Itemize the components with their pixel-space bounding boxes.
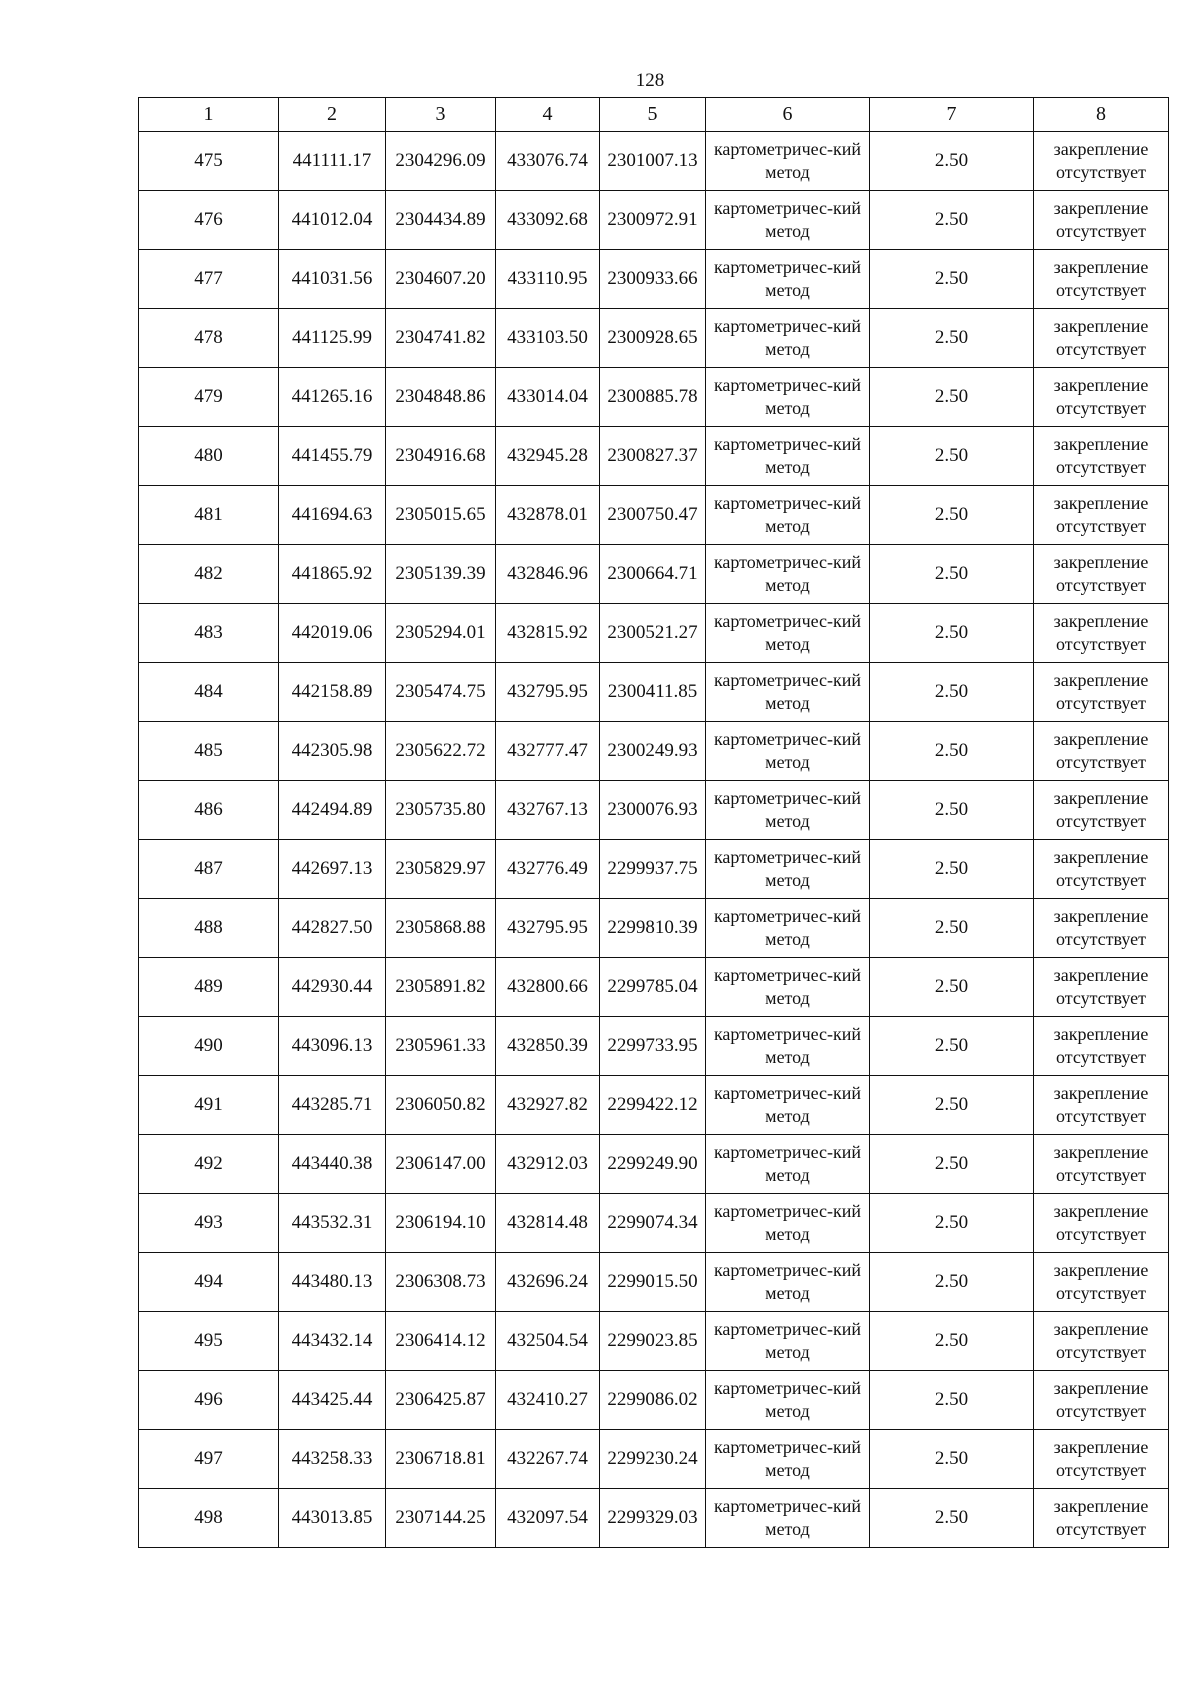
accuracy-cell: 2.50 bbox=[870, 132, 1034, 191]
accuracy-cell: 2.50 bbox=[870, 1076, 1034, 1135]
accuracy-cell: 2.50 bbox=[870, 1194, 1034, 1253]
x-old-cell: 441012.04 bbox=[279, 191, 386, 250]
y-old-cell: 2305891.82 bbox=[386, 958, 496, 1017]
method-cell: картометричес-кий метод bbox=[706, 1430, 870, 1489]
x-new-cell: 432815.92 bbox=[496, 604, 600, 663]
fixing-cell: закрепление отсутствует bbox=[1034, 604, 1169, 663]
fixing-cell: закрепление отсутствует bbox=[1034, 368, 1169, 427]
method-cell: картометричес-кий метод bbox=[706, 250, 870, 309]
x-new-cell: 432795.95 bbox=[496, 899, 600, 958]
accuracy-cell: 2.50 bbox=[870, 604, 1034, 663]
fixing-cell: закрепление отсутствует bbox=[1034, 309, 1169, 368]
x-new-cell: 433014.04 bbox=[496, 368, 600, 427]
x-new-cell: 432767.13 bbox=[496, 781, 600, 840]
table-row bbox=[139, 1371, 1169, 1430]
y-new-cell: 2300972.91 bbox=[600, 191, 706, 250]
table-row bbox=[139, 781, 1169, 840]
y-old-cell: 2305294.01 bbox=[386, 604, 496, 663]
accuracy-cell: 2.50 bbox=[870, 1135, 1034, 1194]
y-new-cell: 2300521.27 bbox=[600, 604, 706, 663]
method-cell: картометричес-кий метод bbox=[706, 132, 870, 191]
method-cell: картометричес-кий метод bbox=[706, 899, 870, 958]
column-header: 8 bbox=[1034, 98, 1169, 132]
accuracy-cell: 2.50 bbox=[870, 1371, 1034, 1430]
fixing-cell: закрепление отсутствует bbox=[1034, 722, 1169, 781]
y-new-cell: 2299810.39 bbox=[600, 899, 706, 958]
x-new-cell: 432878.01 bbox=[496, 486, 600, 545]
method-cell: картометричес-кий метод bbox=[706, 191, 870, 250]
y-old-cell: 2305139.39 bbox=[386, 545, 496, 604]
point-number-cell: 484 bbox=[139, 663, 279, 722]
x-new-cell: 433110.95 bbox=[496, 250, 600, 309]
table-row bbox=[139, 1017, 1169, 1076]
table-row bbox=[139, 722, 1169, 781]
table-row bbox=[139, 132, 1169, 191]
accuracy-cell: 2.50 bbox=[870, 722, 1034, 781]
table-row bbox=[139, 840, 1169, 899]
x-old-cell: 443440.38 bbox=[279, 1135, 386, 1194]
x-old-cell: 441111.17 bbox=[279, 132, 386, 191]
table-row bbox=[139, 545, 1169, 604]
y-old-cell: 2305474.75 bbox=[386, 663, 496, 722]
y-new-cell: 2299733.95 bbox=[600, 1017, 706, 1076]
x-new-cell: 432927.82 bbox=[496, 1076, 600, 1135]
y-new-cell: 2299086.02 bbox=[600, 1371, 706, 1430]
x-old-cell: 443096.13 bbox=[279, 1017, 386, 1076]
point-number-cell: 491 bbox=[139, 1076, 279, 1135]
fixing-cell: закрепление отсутствует bbox=[1034, 1076, 1169, 1135]
fixing-cell: закрепление отсутствует bbox=[1034, 663, 1169, 722]
x-new-cell: 432696.24 bbox=[496, 1253, 600, 1312]
x-old-cell: 441265.16 bbox=[279, 368, 386, 427]
x-old-cell: 441865.92 bbox=[279, 545, 386, 604]
column-header: 4 bbox=[496, 98, 600, 132]
y-old-cell: 2307144.25 bbox=[386, 1489, 496, 1548]
method-cell: картометричес-кий метод bbox=[706, 663, 870, 722]
point-number-cell: 485 bbox=[139, 722, 279, 781]
y-new-cell: 2299422.12 bbox=[600, 1076, 706, 1135]
x-new-cell: 432776.49 bbox=[496, 840, 600, 899]
table-row bbox=[139, 309, 1169, 368]
method-cell: картометричес-кий метод bbox=[706, 840, 870, 899]
x-new-cell: 432097.54 bbox=[496, 1489, 600, 1548]
accuracy-cell: 2.50 bbox=[870, 781, 1034, 840]
y-new-cell: 2299015.50 bbox=[600, 1253, 706, 1312]
accuracy-cell: 2.50 bbox=[870, 427, 1034, 486]
fixing-cell: закрепление отсутствует bbox=[1034, 840, 1169, 899]
y-new-cell: 2300885.78 bbox=[600, 368, 706, 427]
method-cell: картометричес-кий метод bbox=[706, 1076, 870, 1135]
fixing-cell: закрепление отсутствует bbox=[1034, 1194, 1169, 1253]
fixing-cell: закрепление отсутствует bbox=[1034, 1312, 1169, 1371]
table-row bbox=[139, 899, 1169, 958]
y-old-cell: 2304916.68 bbox=[386, 427, 496, 486]
table-row bbox=[139, 1430, 1169, 1489]
x-new-cell: 432850.39 bbox=[496, 1017, 600, 1076]
table-row bbox=[139, 250, 1169, 309]
x-new-cell: 432410.27 bbox=[496, 1371, 600, 1430]
fixing-cell: закрепление отсутствует bbox=[1034, 427, 1169, 486]
x-old-cell: 442305.98 bbox=[279, 722, 386, 781]
x-old-cell: 442494.89 bbox=[279, 781, 386, 840]
y-new-cell: 2299023.85 bbox=[600, 1312, 706, 1371]
method-cell: картометричес-кий метод bbox=[706, 1017, 870, 1076]
x-new-cell: 432795.95 bbox=[496, 663, 600, 722]
accuracy-cell: 2.50 bbox=[870, 368, 1034, 427]
column-header: 6 bbox=[706, 98, 870, 132]
point-number-cell: 475 bbox=[139, 132, 279, 191]
method-cell: картометричес-кий метод bbox=[706, 1371, 870, 1430]
fixing-cell: закрепление отсутствует bbox=[1034, 1017, 1169, 1076]
x-new-cell: 432800.66 bbox=[496, 958, 600, 1017]
point-number-cell: 487 bbox=[139, 840, 279, 899]
x-old-cell: 442827.50 bbox=[279, 899, 386, 958]
x-old-cell: 443480.13 bbox=[279, 1253, 386, 1312]
fixing-cell: закрепление отсутствует bbox=[1034, 191, 1169, 250]
accuracy-cell: 2.50 bbox=[870, 1253, 1034, 1312]
x-old-cell: 442697.13 bbox=[279, 840, 386, 899]
method-cell: картометричес-кий метод bbox=[706, 722, 870, 781]
table-header-row bbox=[139, 98, 1169, 132]
accuracy-cell: 2.50 bbox=[870, 1017, 1034, 1076]
fixing-cell: закрепление отсутствует bbox=[1034, 1135, 1169, 1194]
y-old-cell: 2305829.97 bbox=[386, 840, 496, 899]
table-row bbox=[139, 368, 1169, 427]
accuracy-cell: 2.50 bbox=[870, 840, 1034, 899]
x-old-cell: 441694.63 bbox=[279, 486, 386, 545]
x-old-cell: 442158.89 bbox=[279, 663, 386, 722]
point-number-cell: 495 bbox=[139, 1312, 279, 1371]
x-old-cell: 443013.85 bbox=[279, 1489, 386, 1548]
method-cell: картометричес-кий метод bbox=[706, 486, 870, 545]
table-row bbox=[139, 663, 1169, 722]
x-old-cell: 443425.44 bbox=[279, 1371, 386, 1430]
y-new-cell: 2299230.24 bbox=[600, 1430, 706, 1489]
y-old-cell: 2304296.09 bbox=[386, 132, 496, 191]
table-row bbox=[139, 191, 1169, 250]
column-header: 7 bbox=[870, 98, 1034, 132]
method-cell: картометричес-кий метод bbox=[706, 1135, 870, 1194]
column-header: 3 bbox=[386, 98, 496, 132]
accuracy-cell: 2.50 bbox=[870, 958, 1034, 1017]
y-old-cell: 2306308.73 bbox=[386, 1253, 496, 1312]
x-new-cell: 432267.74 bbox=[496, 1430, 600, 1489]
y-old-cell: 2305735.80 bbox=[386, 781, 496, 840]
point-number-cell: 490 bbox=[139, 1017, 279, 1076]
point-number-cell: 496 bbox=[139, 1371, 279, 1430]
x-new-cell: 433092.68 bbox=[496, 191, 600, 250]
y-new-cell: 2299249.90 bbox=[600, 1135, 706, 1194]
point-number-cell: 483 bbox=[139, 604, 279, 663]
x-new-cell: 432945.28 bbox=[496, 427, 600, 486]
fixing-cell: закрепление отсутствует bbox=[1034, 1371, 1169, 1430]
y-old-cell: 2306194.10 bbox=[386, 1194, 496, 1253]
point-number-cell: 498 bbox=[139, 1489, 279, 1548]
x-old-cell: 443258.33 bbox=[279, 1430, 386, 1489]
method-cell: картометричес-кий метод bbox=[706, 1253, 870, 1312]
x-new-cell: 432777.47 bbox=[496, 722, 600, 781]
method-cell: картометричес-кий метод bbox=[706, 1194, 870, 1253]
y-new-cell: 2300750.47 bbox=[600, 486, 706, 545]
accuracy-cell: 2.50 bbox=[870, 1312, 1034, 1371]
point-number-cell: 493 bbox=[139, 1194, 279, 1253]
y-old-cell: 2306718.81 bbox=[386, 1430, 496, 1489]
method-cell: картометричес-кий метод bbox=[706, 368, 870, 427]
y-new-cell: 2300411.85 bbox=[600, 663, 706, 722]
y-old-cell: 2306414.12 bbox=[386, 1312, 496, 1371]
y-new-cell: 2300664.71 bbox=[600, 545, 706, 604]
y-old-cell: 2306050.82 bbox=[386, 1076, 496, 1135]
method-cell: картометричес-кий метод bbox=[706, 427, 870, 486]
y-new-cell: 2299785.04 bbox=[600, 958, 706, 1017]
y-old-cell: 2305961.33 bbox=[386, 1017, 496, 1076]
x-old-cell: 443432.14 bbox=[279, 1312, 386, 1371]
method-cell: картометричес-кий метод bbox=[706, 545, 870, 604]
y-new-cell: 2299937.75 bbox=[600, 840, 706, 899]
table-row bbox=[139, 427, 1169, 486]
fixing-cell: закрепление отсутствует bbox=[1034, 958, 1169, 1017]
point-number-cell: 481 bbox=[139, 486, 279, 545]
accuracy-cell: 2.50 bbox=[870, 1430, 1034, 1489]
x-old-cell: 441125.99 bbox=[279, 309, 386, 368]
accuracy-cell: 2.50 bbox=[870, 191, 1034, 250]
x-new-cell: 432912.03 bbox=[496, 1135, 600, 1194]
x-old-cell: 443532.31 bbox=[279, 1194, 386, 1253]
point-number-cell: 486 bbox=[139, 781, 279, 840]
table-row bbox=[139, 1489, 1169, 1548]
point-number-cell: 482 bbox=[139, 545, 279, 604]
table-row bbox=[139, 1312, 1169, 1371]
accuracy-cell: 2.50 bbox=[870, 1489, 1034, 1548]
y-new-cell: 2300928.65 bbox=[600, 309, 706, 368]
x-old-cell: 442930.44 bbox=[279, 958, 386, 1017]
accuracy-cell: 2.50 bbox=[870, 486, 1034, 545]
method-cell: картометричес-кий метод bbox=[706, 781, 870, 840]
y-new-cell: 2299329.03 bbox=[600, 1489, 706, 1548]
column-header: 1 bbox=[139, 98, 279, 132]
point-number-cell: 492 bbox=[139, 1135, 279, 1194]
x-new-cell: 433076.74 bbox=[496, 132, 600, 191]
y-new-cell: 2300933.66 bbox=[600, 250, 706, 309]
x-old-cell: 442019.06 bbox=[279, 604, 386, 663]
x-new-cell: 432846.96 bbox=[496, 545, 600, 604]
fixing-cell: закрепление отсутствует bbox=[1034, 132, 1169, 191]
point-number-cell: 489 bbox=[139, 958, 279, 1017]
y-old-cell: 2305868.88 bbox=[386, 899, 496, 958]
table-row bbox=[139, 1076, 1169, 1135]
fixing-cell: закрепление отсутствует bbox=[1034, 781, 1169, 840]
method-cell: картометричес-кий метод bbox=[706, 309, 870, 368]
point-number-cell: 480 bbox=[139, 427, 279, 486]
accuracy-cell: 2.50 bbox=[870, 663, 1034, 722]
accuracy-cell: 2.50 bbox=[870, 309, 1034, 368]
table-row bbox=[139, 1194, 1169, 1253]
y-new-cell: 2301007.13 bbox=[600, 132, 706, 191]
x-new-cell: 433103.50 bbox=[496, 309, 600, 368]
x-old-cell: 441031.56 bbox=[279, 250, 386, 309]
table-body bbox=[139, 132, 1169, 1548]
y-old-cell: 2304848.86 bbox=[386, 368, 496, 427]
y-old-cell: 2304434.89 bbox=[386, 191, 496, 250]
table-row bbox=[139, 958, 1169, 1017]
fixing-cell: закрепление отсутствует bbox=[1034, 486, 1169, 545]
y-old-cell: 2305622.72 bbox=[386, 722, 496, 781]
y-old-cell: 2306147.00 bbox=[386, 1135, 496, 1194]
y-old-cell: 2304607.20 bbox=[386, 250, 496, 309]
table-row bbox=[139, 1135, 1169, 1194]
x-old-cell: 443285.71 bbox=[279, 1076, 386, 1135]
point-number-cell: 497 bbox=[139, 1430, 279, 1489]
y-new-cell: 2300827.37 bbox=[600, 427, 706, 486]
y-old-cell: 2304741.82 bbox=[386, 309, 496, 368]
point-number-cell: 478 bbox=[139, 309, 279, 368]
point-number-cell: 479 bbox=[139, 368, 279, 427]
method-cell: картометричес-кий метод bbox=[706, 1312, 870, 1371]
coordinates-table bbox=[138, 97, 1169, 1548]
point-number-cell: 488 bbox=[139, 899, 279, 958]
x-new-cell: 432504.54 bbox=[496, 1312, 600, 1371]
fixing-cell: закрепление отсутствует bbox=[1034, 899, 1169, 958]
y-new-cell: 2300249.93 bbox=[600, 722, 706, 781]
column-header: 5 bbox=[600, 98, 706, 132]
column-header: 2 bbox=[279, 98, 386, 132]
accuracy-cell: 2.50 bbox=[870, 899, 1034, 958]
method-cell: картометричес-кий метод bbox=[706, 958, 870, 1017]
x-old-cell: 441455.79 bbox=[279, 427, 386, 486]
fixing-cell: закрепление отсутствует bbox=[1034, 1489, 1169, 1548]
y-old-cell: 2305015.65 bbox=[386, 486, 496, 545]
page-number: 128 bbox=[635, 70, 665, 91]
fixing-cell: закрепление отсутствует bbox=[1034, 1430, 1169, 1489]
x-new-cell: 432814.48 bbox=[496, 1194, 600, 1253]
fixing-cell: закрепление отсутствует bbox=[1034, 545, 1169, 604]
y-new-cell: 2300076.93 bbox=[600, 781, 706, 840]
y-new-cell: 2299074.34 bbox=[600, 1194, 706, 1253]
point-number-cell: 494 bbox=[139, 1253, 279, 1312]
accuracy-cell: 2.50 bbox=[870, 250, 1034, 309]
fixing-cell: закрепление отсутствует bbox=[1034, 1253, 1169, 1312]
point-number-cell: 476 bbox=[139, 191, 279, 250]
table-row bbox=[139, 1253, 1169, 1312]
accuracy-cell: 2.50 bbox=[870, 545, 1034, 604]
fixing-cell: закрепление отсутствует bbox=[1034, 250, 1169, 309]
point-number-cell: 477 bbox=[139, 250, 279, 309]
table-row bbox=[139, 486, 1169, 545]
method-cell: картометричес-кий метод bbox=[706, 604, 870, 663]
table-row bbox=[139, 604, 1169, 663]
method-cell: картометричес-кий метод bbox=[706, 1489, 870, 1548]
y-old-cell: 2306425.87 bbox=[386, 1371, 496, 1430]
